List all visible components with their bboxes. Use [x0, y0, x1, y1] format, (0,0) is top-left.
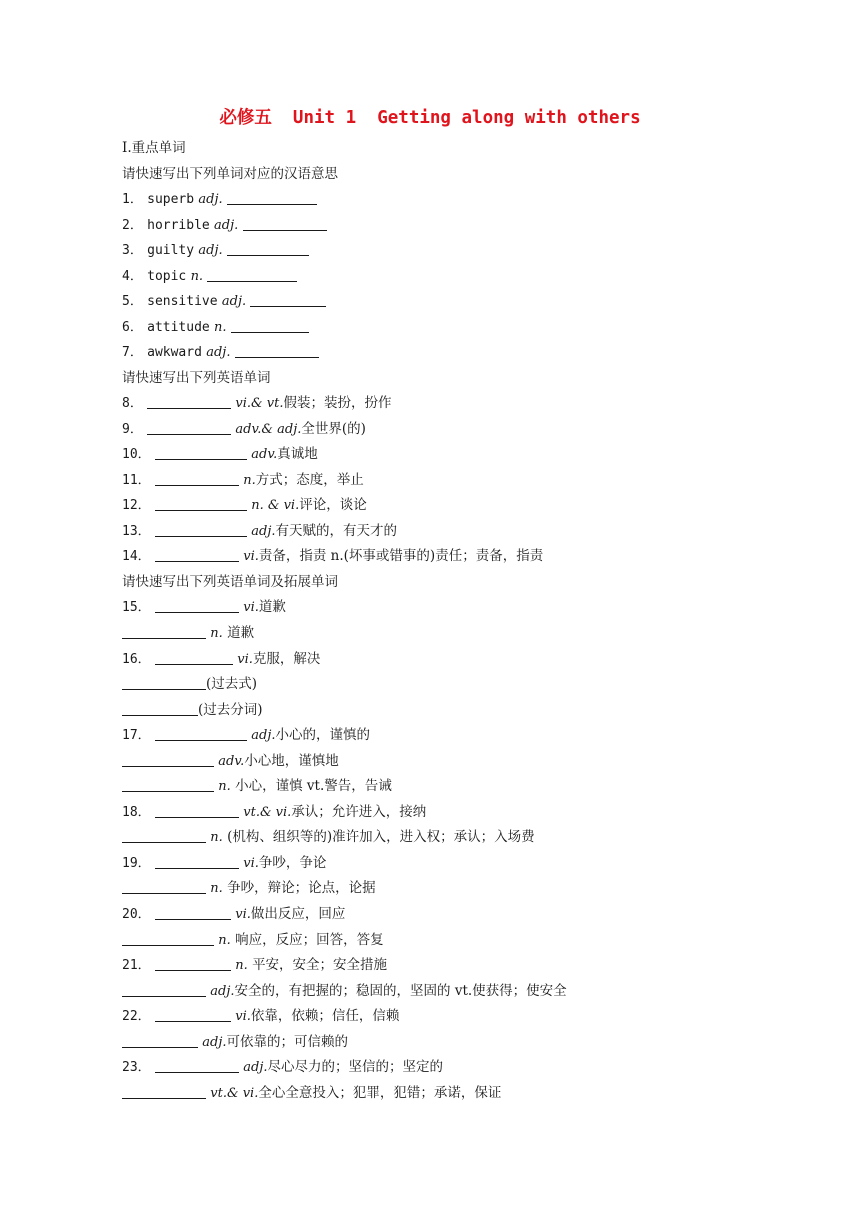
- item-number: 16．: [122, 652, 151, 667]
- instruction-3: 请快速写出下列英语单词及拓展单词: [122, 574, 338, 590]
- answer-blank[interactable]: [207, 267, 297, 282]
- answer-blank[interactable]: [122, 828, 206, 843]
- item-pos: adv.: [218, 754, 245, 769]
- item-word: attitude: [147, 320, 210, 335]
- item-pos: vi.: [243, 600, 259, 615]
- answer-blank[interactable]: [227, 241, 309, 256]
- list-item: [122, 1056, 443, 1078]
- answer-blank[interactable]: [122, 1033, 198, 1048]
- item-meaning: 小心地，谨慎地: [244, 753, 339, 769]
- item-number: 4．: [122, 269, 143, 284]
- item-meaning: 真诚地: [277, 446, 318, 462]
- instruction-2: 请快速写出下列英语单词: [122, 370, 271, 386]
- list-item: [122, 520, 397, 542]
- section-heading: Ⅰ.重点单词: [122, 140, 186, 156]
- answer-blank[interactable]: [147, 420, 231, 435]
- answer-blank[interactable]: [235, 343, 319, 358]
- answer-blank[interactable]: [155, 905, 231, 920]
- answer-blank[interactable]: [227, 190, 317, 205]
- item-meaning: 承认；允许进入，接纳: [291, 804, 427, 820]
- list-item: [122, 596, 286, 618]
- item-number: 5．: [122, 294, 143, 309]
- item-number: 21．: [122, 958, 151, 973]
- list-item: [122, 418, 366, 440]
- item-pos: adv.& adj.: [235, 422, 302, 437]
- answer-blank[interactable]: [155, 547, 239, 562]
- item-word: awkward: [147, 345, 202, 360]
- list-item: [122, 699, 263, 721]
- item-pos: n.: [243, 473, 256, 488]
- item-word: superb: [147, 192, 195, 207]
- list-item: [122, 622, 254, 644]
- item-number: 12．: [122, 498, 151, 513]
- item-word: horrible: [147, 218, 210, 233]
- answer-blank[interactable]: [155, 445, 247, 460]
- item-meaning: 假装；装扮，扮作: [283, 395, 392, 411]
- item-meaning: 小心的，谨慎的: [275, 727, 370, 743]
- answer-blank[interactable]: [155, 496, 247, 511]
- item-pos: n.: [218, 779, 231, 794]
- item-number: 19．: [122, 856, 151, 871]
- answer-blank[interactable]: [155, 598, 239, 613]
- answer-blank[interactable]: [122, 1084, 206, 1099]
- item-meaning: 责备，指责 n.(坏事或错事的)责任；责备，指责: [258, 548, 544, 564]
- item-pos: vi.: [243, 549, 259, 564]
- answer-blank[interactable]: [155, 1007, 231, 1022]
- list-item: [122, 980, 567, 1002]
- item-meaning: 平安，安全；安全措施: [252, 957, 388, 973]
- item-number: 8．: [122, 396, 143, 411]
- item-number: 18．: [122, 805, 151, 820]
- item-pos: vi.: [235, 907, 251, 922]
- answer-blank[interactable]: [155, 1058, 239, 1073]
- item-number: 2．: [122, 218, 143, 233]
- item-pos: n.: [210, 881, 223, 896]
- answer-blank[interactable]: [155, 803, 239, 818]
- list-item: [122, 1031, 348, 1053]
- answer-blank[interactable]: [147, 394, 231, 409]
- item-number: 3．: [122, 243, 143, 258]
- page-title: 必修五 Unit 1 Getting along with others: [219, 108, 641, 128]
- item-meaning: 方式；态度，举止: [255, 472, 364, 488]
- item-pos: n.: [190, 269, 204, 284]
- item-number: 23．: [122, 1060, 151, 1075]
- list-item: [122, 775, 392, 797]
- item-number: 22．: [122, 1009, 151, 1024]
- answer-blank[interactable]: [122, 879, 206, 894]
- item-pos: vi.: [237, 652, 253, 667]
- item-number: 6．: [122, 320, 143, 335]
- list-item: [122, 724, 370, 746]
- list-item: [122, 188, 317, 210]
- answer-blank[interactable]: [155, 854, 239, 869]
- item-meaning: 全心全意投入；犯罪，犯错；承诺，保证: [258, 1085, 502, 1101]
- item-pos: n.: [218, 933, 231, 948]
- item-pos: adj.: [251, 728, 276, 743]
- item-pos: n.: [235, 958, 248, 973]
- item-number: 11．: [122, 473, 151, 488]
- item-pos: vt.& vi.: [210, 1086, 259, 1101]
- item-pos: adj.: [202, 1035, 227, 1050]
- item-meaning: 争吵，争论: [258, 855, 327, 871]
- answer-blank[interactable]: [122, 701, 198, 716]
- item-number: 1．: [122, 192, 143, 207]
- item-number: 20．: [122, 907, 151, 922]
- item-pos: adj.: [251, 524, 276, 539]
- item-pos: adv.: [251, 447, 278, 462]
- answer-blank[interactable]: [122, 931, 214, 946]
- list-item: [122, 214, 327, 236]
- answer-blank[interactable]: [122, 675, 206, 690]
- item-number: 9．: [122, 422, 143, 437]
- item-word: guilty: [147, 243, 195, 258]
- item-meaning: 做出反应，回应: [250, 906, 346, 922]
- item-pos: adj.: [214, 218, 239, 233]
- item-pos: n.: [210, 830, 223, 845]
- list-item: [122, 265, 297, 287]
- answer-blank[interactable]: [155, 726, 247, 741]
- list-item: [122, 852, 326, 874]
- item-pos: n.: [214, 320, 227, 335]
- item-pos: vi.: [243, 856, 259, 871]
- item-word: sensitive: [147, 294, 218, 309]
- item-meaning: 全世界(的): [301, 421, 366, 437]
- item-meaning: 道歉: [227, 625, 255, 641]
- list-item: [122, 469, 364, 491]
- item-meaning: (过去式): [206, 676, 258, 692]
- item-meaning: 尽心尽力的；坚信的；坚定的: [267, 1059, 443, 1075]
- list-item: [122, 673, 257, 695]
- item-meaning: 争吵，辩论；论点，论据: [227, 880, 376, 896]
- list-item: [122, 929, 384, 951]
- item-meaning: 道歉: [258, 599, 286, 615]
- list-item: [122, 648, 320, 670]
- item-meaning: (过去分词): [198, 702, 263, 718]
- list-item: [122, 1082, 501, 1104]
- list-item: [122, 545, 543, 567]
- item-number: 7．: [122, 345, 143, 360]
- list-item: [122, 392, 391, 414]
- item-pos: adj.: [198, 243, 223, 258]
- list-item: [122, 801, 426, 823]
- item-number: 17．: [122, 728, 151, 743]
- answer-blank[interactable]: [155, 522, 247, 537]
- item-meaning: 小心，谨慎 vt.警告，告诫: [235, 778, 392, 794]
- item-pos: n.: [210, 626, 223, 641]
- item-pos: vt.& vi.: [243, 805, 292, 820]
- list-item: [122, 494, 367, 516]
- list-item: [122, 239, 309, 261]
- answer-blank[interactable]: [122, 982, 206, 997]
- item-pos: vi.& vt.: [235, 396, 284, 411]
- answer-blank[interactable]: [155, 956, 231, 971]
- item-pos: vi.: [235, 1009, 251, 1024]
- item-meaning: 可依靠的；可信赖的: [226, 1034, 349, 1050]
- item-meaning: 安全的，有把握的；稳固的，坚固的 vt.使获得；使安全: [234, 983, 567, 999]
- list-item: [122, 903, 345, 925]
- item-number: 15．: [122, 600, 151, 615]
- list-item: [122, 341, 319, 363]
- list-item: [122, 443, 318, 465]
- item-meaning: 响应，反应；回答，答复: [235, 932, 384, 948]
- answer-blank[interactable]: [231, 318, 309, 333]
- item-meaning: 评论，谈论: [299, 497, 367, 513]
- list-item: [122, 877, 376, 899]
- item-pos: adj.: [198, 192, 223, 207]
- item-number: 13．: [122, 524, 151, 539]
- item-pos: n. & vi.: [251, 498, 300, 513]
- item-meaning: 有天赋的，有天才的: [275, 523, 397, 539]
- list-item: [122, 750, 339, 772]
- item-number: 10．: [122, 447, 151, 462]
- list-item: [122, 954, 387, 976]
- item-meaning: 克服，解决: [252, 651, 321, 667]
- item-meaning: (机构、组织等的)准许加入，进入权；承认；入场费: [227, 829, 535, 845]
- answer-blank[interactable]: [250, 292, 326, 307]
- list-item: [122, 826, 535, 848]
- item-pos: adj.: [243, 1060, 268, 1075]
- item-pos: adj.: [210, 984, 235, 999]
- item-word: topic: [147, 269, 187, 284]
- answer-blank[interactable]: [122, 777, 214, 792]
- list-item: [122, 290, 326, 312]
- answer-blank[interactable]: [155, 471, 239, 486]
- answer-blank[interactable]: [243, 216, 327, 231]
- instruction-1: 请快速写出下列单词对应的汉语意思: [122, 166, 338, 182]
- answer-blank[interactable]: [122, 752, 214, 767]
- answer-blank[interactable]: [155, 650, 233, 665]
- list-item: [122, 316, 309, 338]
- item-meaning: 依靠，依赖；信任，信赖: [250, 1008, 400, 1024]
- answer-blank[interactable]: [122, 624, 206, 639]
- item-pos: adj.: [221, 294, 247, 309]
- item-pos: adj.: [206, 345, 231, 360]
- list-item: [122, 1005, 399, 1027]
- item-number: 14．: [122, 549, 151, 564]
